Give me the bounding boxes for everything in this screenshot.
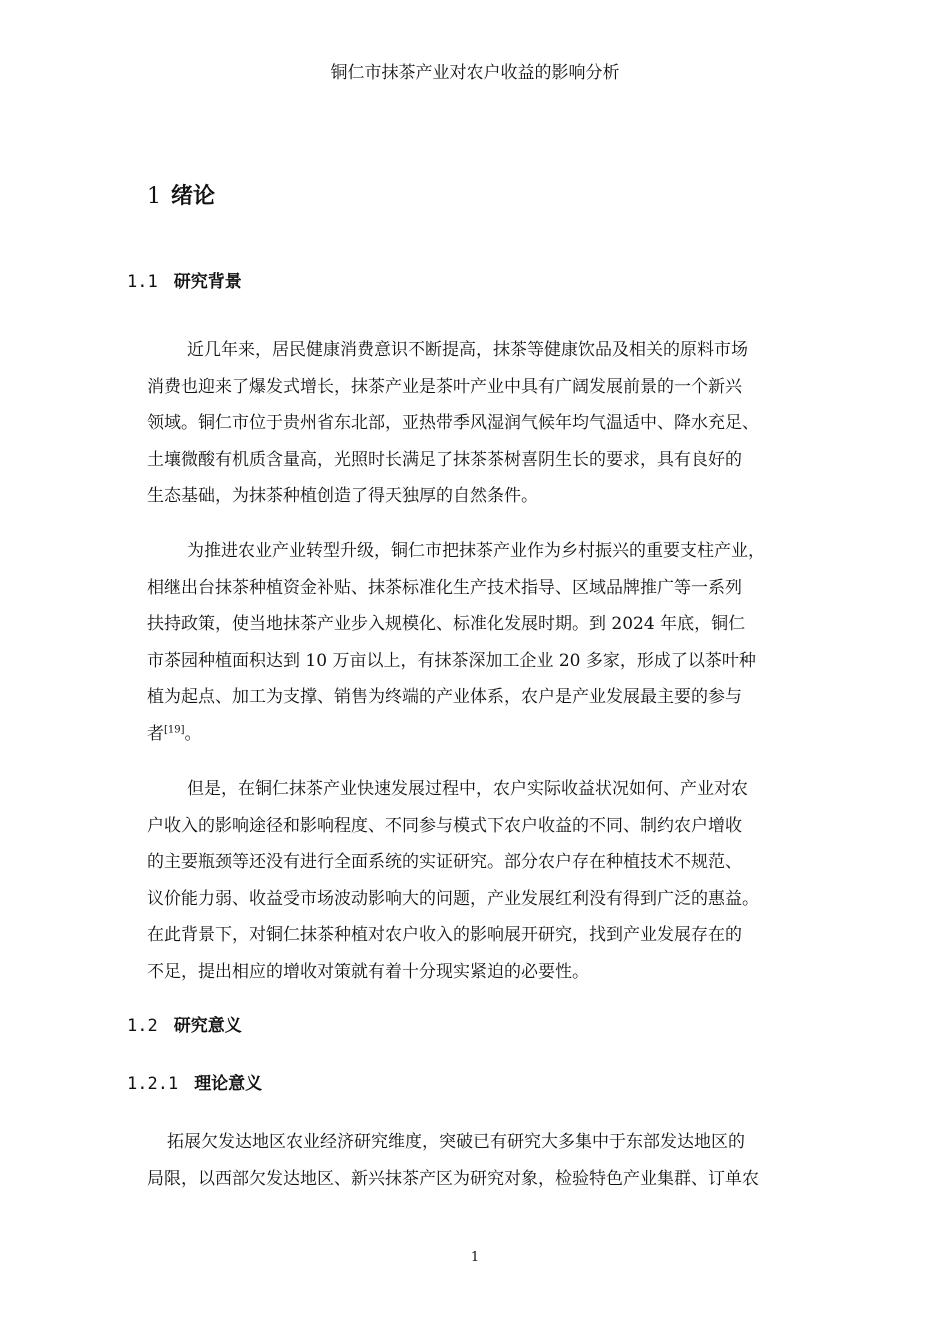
- section-title: 研究意义: [173, 1016, 242, 1036]
- text-line: 生态基础，为抹茶种植创造了得天独厚的自然条件。: [147, 486, 538, 506]
- paragraph-background-3: [147, 771, 837, 990]
- text-line: 局限，以西部欠发达地区、新兴抹茶产区为研究对象，检验特色产业集群、订单农: [147, 1168, 759, 1189]
- section-number: 1.2.1: [127, 1074, 179, 1094]
- text-line: 不足，提出相应的增收对策就有着十分现实紧迫的必要性。: [147, 961, 589, 982]
- text-fragment: 。: [184, 723, 202, 744]
- text-line: 拓展欠发达地区农业经济研究维度，突破已有研究大多集中于东部发达地区的: [167, 1132, 745, 1152]
- text-line: 户收入的影响途径和影响程度、不同参与模式下农户收益的不同、制约农户增收: [147, 815, 742, 836]
- text-line: 近几年来，居民健康消费意识不断提高，抹茶等健康饮品及相关的原料市场: [187, 340, 748, 360]
- chapter-number: 1: [147, 184, 161, 209]
- text-line: 为推进农业产业转型升级，铜仁市把抹茶产业作为乡村振兴的重要支柱产业，: [187, 541, 765, 561]
- text-line: 在此背景下，对铜仁抹茶种植对农户收入的影响展开研究，找到产业发展存在的: [147, 925, 742, 945]
- chapter-title-text: 绪论: [171, 184, 216, 209]
- section-heading-1-1: [127, 270, 242, 294]
- text-line: 相继出台抹茶种植资金补贴、抹茶标准化生产技术指导、区域品牌推广等一系列: [147, 577, 742, 598]
- text-line: 领域。铜仁市位于贵州省东北部，亚热带季风湿润气候年均气温适中、降水充足、: [147, 413, 759, 433]
- paragraph-theoretical-significance: [147, 1124, 837, 1197]
- section-title: 研究背景: [173, 272, 242, 292]
- section-number: 1.1: [127, 272, 158, 292]
- section-heading-1-2-1: [127, 1072, 262, 1096]
- text-line-last: [147, 716, 837, 753]
- chapter-title: [147, 182, 215, 212]
- text-line: 议价能力弱、收益受市场波动影响大的问题，产业发展红利没有得到广泛的惠益。: [147, 888, 759, 909]
- page-number: 1: [470, 1250, 480, 1265]
- paragraph-background-2: [147, 533, 837, 752]
- text-line: 土壤微酸有机质含量高，光照时长满足了抹茶茶树喜阴生长的要求，具有良好的: [147, 449, 742, 470]
- text-line: 植为起点、加工为支撑、销售为终端的产业体系，农户是产业发展最主要的参与: [147, 687, 742, 707]
- running-header: 铜仁市抹茶产业对农户收益的影响分析: [330, 63, 620, 83]
- text-line: 消费也迎来了爆发式增长，抹茶产业是茶叶产业中具有广阔发展前景的一个新兴: [147, 376, 742, 397]
- paragraph-background-1: [147, 332, 837, 515]
- text-line: 的主要瓶颈等还没有进行全面系统的实证研究。部分农户存在种植技术不规范、: [147, 852, 742, 872]
- text-line: 市茶园种植面积达到 10 万亩以上，有抹茶深加工企业 20 多家，形成了以茶叶种: [147, 650, 756, 671]
- citation-marker: [19]: [164, 723, 185, 735]
- section-title: 理论意义: [194, 1074, 263, 1094]
- section-heading-1-2: [127, 1014, 242, 1038]
- text-line: 扶持政策，使当地抹茶产业步入规模化、标准化发展时期。到 2024 年底，铜仁: [147, 614, 746, 634]
- section-number: 1.2: [127, 1016, 158, 1036]
- text-fragment: 者: [147, 723, 164, 744]
- text-line: 但是，在铜仁抹茶产业快速发展过程中，农户实际收益状况如何、产业对农: [187, 779, 748, 799]
